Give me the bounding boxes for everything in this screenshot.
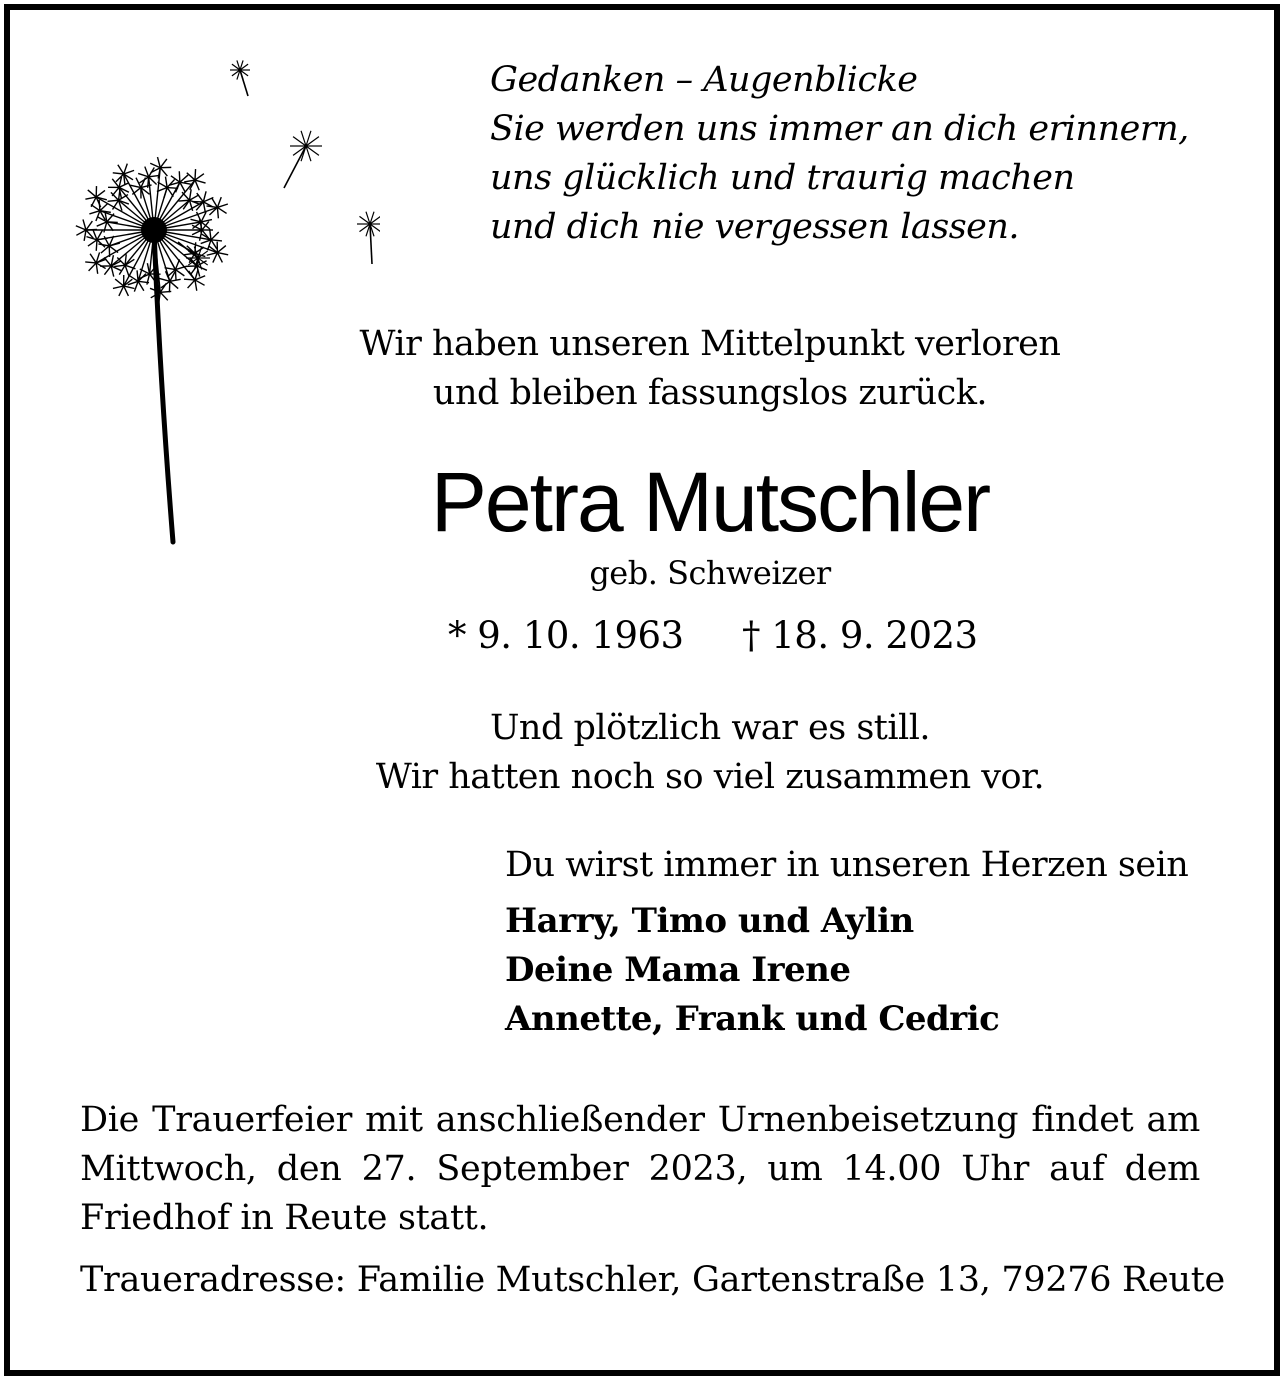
intro-text — [300, 320, 1120, 418]
poem — [490, 56, 1189, 252]
closing-line: Du wirst immer in unseren Herzen sein — [505, 845, 1189, 885]
death-date: † 18. 9. 2023 — [742, 614, 978, 657]
mourner: Annette, Frank und Cedric — [505, 999, 1000, 1039]
poem-line: und dich nie vergessen lassen. — [490, 207, 1020, 247]
mourning-address: Traueradresse: Familie Mutschler, Gartenstraße 13, 79276 Reute — [80, 1260, 1225, 1300]
intro-line: Wir haben unseren Mittelpunkt verloren — [359, 324, 1061, 364]
deceased-name: Petra Mutschler — [430, 455, 990, 549]
service-notice: Die Trauerfeier mit anschließender Urnenbeisetzung findet am Mittwoch, den 27. September 2023, um 14.00 Uhr auf dem Friedhof in Reute statt. — [80, 1100, 1200, 1238]
mourners-list — [505, 897, 999, 1044]
birth-date: * 9. 10. 1963 — [448, 614, 684, 657]
mourner: Deine Mama Irene — [505, 950, 851, 990]
intro-line: und bleiben fassungslos zurück. — [432, 373, 988, 413]
mourner: Harry, Timo und Aylin — [505, 901, 914, 941]
maiden-name: geb. Schweizer — [589, 554, 831, 592]
poem-line: Gedanken – Augenblicke — [490, 60, 918, 100]
poem-line: uns glücklich und traurig machen — [490, 158, 1075, 198]
quote-line: Und plötzlich war es still. — [489, 708, 931, 748]
quote-line: Wir hatten noch so viel zusammen vor. — [375, 757, 1045, 797]
quote-text — [260, 704, 1160, 802]
poem-line: Sie werden uns immer an dich erinnern, — [490, 109, 1189, 149]
